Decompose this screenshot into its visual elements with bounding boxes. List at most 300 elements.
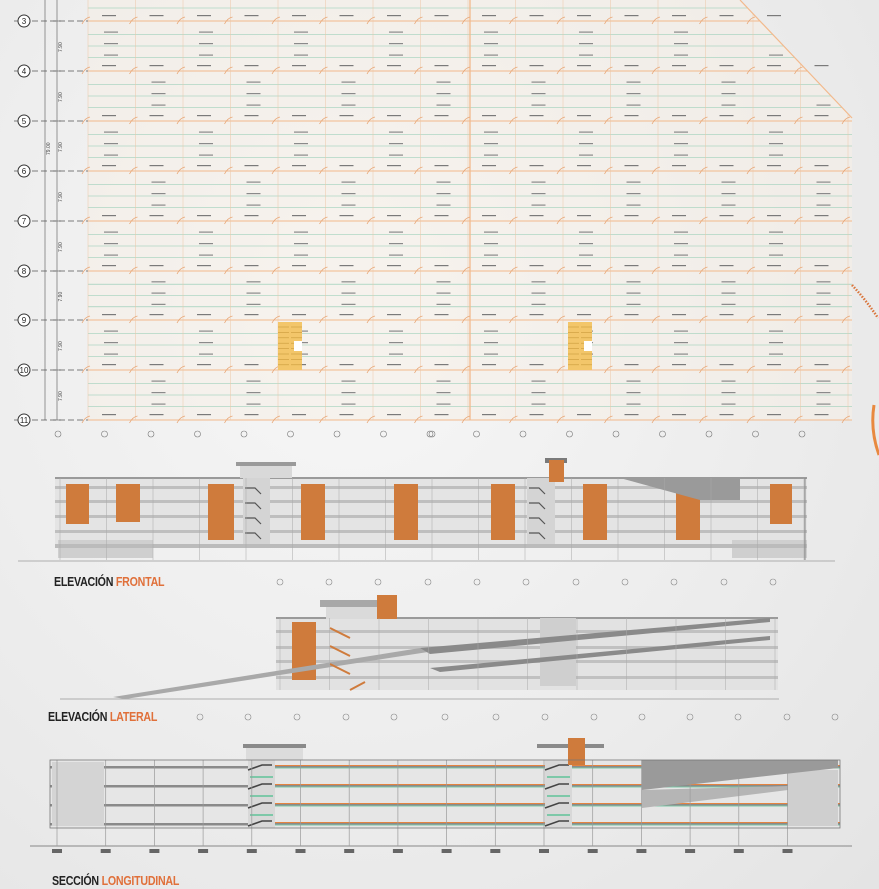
stall-label	[102, 15, 116, 16]
stall-label	[294, 132, 308, 133]
stall-label	[720, 265, 734, 266]
stall-label	[672, 115, 686, 116]
ramp-edge	[852, 285, 878, 318]
stall-label	[769, 354, 783, 355]
stall-label	[150, 364, 164, 365]
stall-label	[389, 132, 403, 133]
stall-label	[342, 404, 356, 405]
column-bubble	[721, 579, 727, 585]
roof-tower-panel	[377, 595, 397, 619]
stall-label	[294, 155, 308, 156]
stall-label	[720, 65, 734, 66]
stall-label	[152, 93, 166, 94]
stall-label	[769, 155, 783, 156]
column-bubble	[573, 579, 579, 585]
stall-label	[674, 331, 688, 332]
column-bubble	[591, 714, 597, 720]
stall-label	[435, 15, 449, 16]
column-bubble	[660, 431, 666, 437]
stall-label	[152, 293, 166, 294]
stall-label	[627, 193, 641, 194]
stall-label	[767, 414, 781, 415]
stall-label	[482, 165, 496, 166]
stall-label	[484, 143, 498, 144]
stall-label	[530, 364, 544, 365]
roof-tower-panel	[568, 738, 585, 765]
stall-label	[672, 314, 686, 315]
stall-label	[437, 182, 451, 183]
column-bubble	[639, 714, 645, 720]
stall-label	[102, 165, 116, 166]
stall-label	[625, 15, 639, 16]
stall-label	[672, 165, 686, 166]
roof-tower	[246, 748, 303, 760]
stall-label	[340, 15, 354, 16]
front-elevation	[18, 458, 835, 585]
stall-label	[720, 15, 734, 16]
stall-label	[389, 342, 403, 343]
stall-label	[767, 364, 781, 365]
stall-label	[342, 381, 356, 382]
stall-label	[817, 193, 831, 194]
footing	[52, 849, 62, 853]
stall-label	[247, 82, 261, 83]
stall-label	[247, 193, 261, 194]
stall-label	[102, 265, 116, 266]
column-bubble	[375, 579, 381, 585]
stall-label	[152, 381, 166, 382]
footing	[296, 849, 306, 853]
stall-label	[674, 232, 688, 233]
stall-label	[437, 392, 451, 393]
stall-label	[625, 364, 639, 365]
stall-label	[484, 243, 498, 244]
stall-label	[150, 414, 164, 415]
stall-label	[672, 414, 686, 415]
stall-label	[817, 105, 831, 106]
stall-label	[102, 314, 116, 315]
stall-label	[150, 115, 164, 116]
stall-label	[435, 65, 449, 66]
stall-label	[104, 255, 118, 256]
base-block	[58, 540, 153, 558]
stall-label	[817, 304, 831, 305]
stall-label	[530, 65, 544, 66]
stall-label	[152, 205, 166, 206]
stall-label	[484, 132, 498, 133]
stall-label	[674, 55, 688, 56]
stall-label	[294, 255, 308, 256]
grid-axis-label: 9	[21, 316, 27, 325]
stall-label	[102, 215, 116, 216]
stall-label	[245, 414, 259, 415]
stall-label	[482, 115, 496, 116]
stall-label	[530, 314, 544, 315]
footing	[685, 849, 695, 853]
stall-label	[769, 232, 783, 233]
stall-label	[530, 165, 544, 166]
stall-label	[769, 55, 783, 56]
stall-label	[482, 15, 496, 16]
stall-label	[150, 165, 164, 166]
stall-label	[340, 265, 354, 266]
stall-label	[482, 314, 496, 315]
stall-label	[387, 414, 401, 415]
column-bubble	[55, 431, 61, 437]
stall-label	[530, 15, 544, 16]
stall-label	[579, 155, 593, 156]
stall-label	[769, 331, 783, 332]
stall-label	[152, 404, 166, 405]
stall-label	[245, 165, 259, 166]
stall-label	[150, 15, 164, 16]
stall-label	[199, 132, 213, 133]
stair-core	[545, 760, 572, 828]
stall-label	[720, 115, 734, 116]
stall-label	[674, 342, 688, 343]
stall-label	[672, 265, 686, 266]
roof-tower	[240, 466, 292, 478]
title-prefix: SECCIÓN	[52, 873, 99, 888]
stall-label	[817, 293, 831, 294]
stall-label	[342, 281, 356, 282]
landing	[250, 776, 273, 778]
stall-label	[389, 232, 403, 233]
stall-label	[437, 304, 451, 305]
stall-label	[292, 115, 306, 116]
column-bubble	[391, 714, 397, 720]
stall-label	[340, 65, 354, 66]
stall-label	[769, 255, 783, 256]
stall-label	[437, 281, 451, 282]
stall-label	[197, 314, 211, 315]
stall-label	[579, 32, 593, 33]
stall-label	[579, 43, 593, 44]
stall-label	[625, 165, 639, 166]
stall-label	[815, 65, 829, 66]
stall-label	[577, 165, 591, 166]
stall-label	[197, 215, 211, 216]
stall-label	[817, 381, 831, 382]
stall-label	[674, 143, 688, 144]
orange-panel	[770, 484, 792, 524]
stall-label	[340, 115, 354, 116]
grid-axis-label: 6	[21, 167, 27, 176]
stall-label	[152, 304, 166, 305]
stall-label	[247, 304, 261, 305]
stall-label	[767, 115, 781, 116]
stall-label	[150, 265, 164, 266]
stall-label	[722, 105, 736, 106]
stall-label	[817, 182, 831, 183]
stall-label	[627, 105, 641, 106]
column-bubble	[622, 579, 628, 585]
stall-label	[627, 392, 641, 393]
stall-label	[722, 205, 736, 206]
stall-label	[389, 32, 403, 33]
stall-label	[247, 381, 261, 382]
column-bubble	[343, 714, 349, 720]
stall-label	[530, 115, 544, 116]
stall-label	[342, 304, 356, 305]
stall-label	[102, 115, 116, 116]
column-bubble	[520, 431, 526, 437]
stall-label	[627, 404, 641, 405]
stall-label	[674, 132, 688, 133]
stall-label	[769, 342, 783, 343]
dim-label: 7.90	[58, 341, 64, 351]
stall-label	[247, 281, 261, 282]
longitudinal-section	[30, 738, 852, 853]
stall-label	[245, 115, 259, 116]
stall-label	[197, 414, 211, 415]
column-bubble	[687, 714, 693, 720]
stall-label	[627, 293, 641, 294]
stall-label	[482, 215, 496, 216]
stall-label	[720, 165, 734, 166]
column-bubble	[474, 431, 480, 437]
column-bubble	[442, 714, 448, 720]
column-bubble	[671, 579, 677, 585]
stall-label	[722, 293, 736, 294]
stall-label	[245, 364, 259, 365]
stall-label	[815, 314, 829, 315]
stall-label	[199, 342, 213, 343]
base-block	[732, 540, 807, 558]
stall-label	[104, 243, 118, 244]
stall-label	[769, 143, 783, 144]
stall-label	[720, 215, 734, 216]
column-bubble	[148, 431, 154, 437]
column-bubble	[245, 714, 251, 720]
column-bubble	[334, 431, 340, 437]
stall-label	[627, 281, 641, 282]
stall-label	[294, 143, 308, 144]
footing	[247, 849, 257, 853]
stall-label	[817, 404, 831, 405]
stall-label	[532, 404, 546, 405]
stall-label	[722, 193, 736, 194]
stall-label	[199, 155, 213, 156]
landing	[250, 795, 273, 797]
stall-label	[577, 314, 591, 315]
grid-axis-label: 3	[21, 17, 27, 26]
stall-label	[482, 65, 496, 66]
stair-core	[278, 322, 302, 370]
stall-label	[104, 132, 118, 133]
stall-label	[294, 243, 308, 244]
stall-label	[437, 193, 451, 194]
stall-label	[389, 243, 403, 244]
footing	[539, 849, 549, 853]
stall-label	[102, 65, 116, 66]
stall-label	[767, 65, 781, 66]
stall-label	[482, 265, 496, 266]
stall-label	[342, 205, 356, 206]
title-elevacion-frontal	[54, 574, 164, 589]
stall-label	[104, 342, 118, 343]
title-accent: LONGITUDINAL	[101, 873, 180, 888]
column-bubble	[425, 579, 431, 585]
stall-label	[815, 265, 829, 266]
title-accent: FRONTAL	[115, 574, 165, 589]
stall-label	[577, 65, 591, 66]
column-bubble	[381, 431, 387, 437]
stair-core	[540, 618, 576, 686]
stall-label	[815, 215, 829, 216]
stall-label	[197, 364, 211, 365]
stall-label	[769, 243, 783, 244]
stall-label	[152, 281, 166, 282]
stall-label	[769, 132, 783, 133]
stall-label	[435, 364, 449, 365]
stall-label	[292, 314, 306, 315]
column-bubble	[294, 714, 300, 720]
stall-label	[437, 381, 451, 382]
stall-label	[722, 381, 736, 382]
footing	[198, 849, 208, 853]
stall-label	[435, 414, 449, 415]
title-prefix: ELEVACIÓN	[54, 574, 114, 589]
dim-label: 7.90	[58, 192, 64, 202]
column-bubble	[523, 579, 529, 585]
stall-label	[245, 215, 259, 216]
footing	[490, 849, 500, 853]
landing	[547, 795, 570, 797]
stall-label	[532, 281, 546, 282]
stall-label	[720, 314, 734, 315]
stall-label	[387, 115, 401, 116]
stall-label	[674, 354, 688, 355]
stall-label	[342, 293, 356, 294]
stall-label	[199, 43, 213, 44]
stall-label	[294, 232, 308, 233]
stall-label	[389, 331, 403, 332]
stall-label	[152, 193, 166, 194]
column-bubble	[195, 431, 201, 437]
stall-label	[674, 155, 688, 156]
column-bubble	[770, 579, 776, 585]
stall-label	[199, 55, 213, 56]
stall-label	[579, 255, 593, 256]
stall-label	[104, 354, 118, 355]
stall-label	[152, 182, 166, 183]
stall-label	[247, 293, 261, 294]
column-bubble	[288, 431, 294, 437]
stall-label	[435, 314, 449, 315]
base-slab	[55, 544, 807, 548]
stall-label	[104, 232, 118, 233]
stall-label	[627, 304, 641, 305]
column-bubble	[197, 714, 203, 720]
stall-label	[672, 15, 686, 16]
grid-axis-label: 5	[21, 117, 27, 126]
stall-label	[342, 182, 356, 183]
stall-label	[389, 55, 403, 56]
stall-label	[767, 265, 781, 266]
stall-label	[815, 364, 829, 365]
landing	[547, 776, 570, 778]
stall-label	[672, 364, 686, 365]
stall-label	[199, 331, 213, 332]
stall-label	[484, 55, 498, 56]
dim-total-label: 79.00	[46, 142, 52, 155]
stall-label	[247, 93, 261, 94]
stall-label	[294, 43, 308, 44]
stall-label	[152, 105, 166, 106]
stall-label	[579, 243, 593, 244]
grid-axis-label: 8	[21, 267, 27, 276]
footing	[636, 849, 646, 853]
stall-label	[532, 392, 546, 393]
stall-label	[579, 143, 593, 144]
stall-label	[482, 414, 496, 415]
column-bubble	[102, 431, 108, 437]
stall-label	[722, 93, 736, 94]
orange-panel	[66, 484, 89, 524]
column-bubble	[241, 431, 247, 437]
orange-panel	[116, 484, 140, 522]
stall-label	[104, 331, 118, 332]
stall-label	[437, 105, 451, 106]
stall-label	[245, 265, 259, 266]
landing	[547, 814, 570, 816]
orange-panel	[301, 484, 325, 540]
stall-label	[435, 265, 449, 266]
stall-label	[342, 93, 356, 94]
stall-label	[292, 265, 306, 266]
stall-label	[437, 293, 451, 294]
stall-label	[577, 15, 591, 16]
dim-label: 7.90	[58, 391, 64, 401]
stall-label	[247, 105, 261, 106]
stall-label	[199, 32, 213, 33]
stall-label	[767, 314, 781, 315]
stall-label	[342, 82, 356, 83]
grid-axis-label: 4	[21, 67, 27, 76]
stall-label	[674, 255, 688, 256]
stall-label	[484, 331, 498, 332]
stall-label	[767, 215, 781, 216]
end-wall	[788, 770, 838, 826]
stall-label	[102, 364, 116, 365]
stall-label	[152, 82, 166, 83]
slab-band	[276, 630, 778, 633]
stall-label	[199, 354, 213, 355]
stall-label	[245, 15, 259, 16]
stall-label	[817, 392, 831, 393]
stall-label	[722, 404, 736, 405]
stall-label	[389, 43, 403, 44]
dim-label: 7.90	[58, 291, 64, 302]
stall-label	[342, 105, 356, 106]
stall-label	[674, 243, 688, 244]
stair-void	[294, 341, 302, 351]
footing	[393, 849, 403, 853]
column-bubble	[326, 579, 332, 585]
stall-label	[722, 82, 736, 83]
stall-label	[577, 265, 591, 266]
stall-label	[627, 93, 641, 94]
column-bubble	[474, 579, 480, 585]
stall-label	[579, 232, 593, 233]
stall-label	[292, 165, 306, 166]
landing	[250, 814, 273, 816]
stall-label	[387, 265, 401, 266]
stall-label	[435, 215, 449, 216]
canopy	[243, 744, 306, 748]
stall-label	[484, 255, 498, 256]
